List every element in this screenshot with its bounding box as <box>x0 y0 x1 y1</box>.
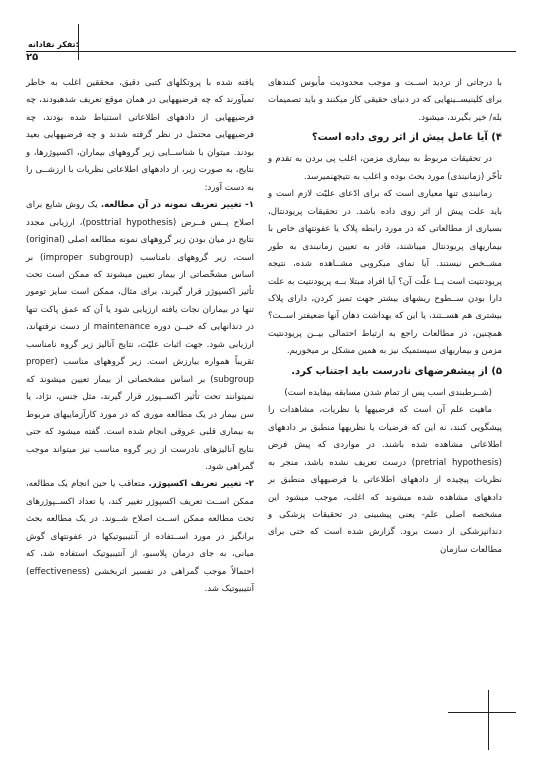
paragraph: در تحقیقات مربوط به بیماری مزمن، اغلب پی بردن به تقدم و تأخّر (زمانبندی) مورد بحث بوده و اغلب به نتیجهنمیرسد. <box>268 154 502 182</box>
left-column <box>26 75 254 599</box>
list-item-text: یک روش شایع برای اصلاح پــس فــرض (posttrial hypothesis)، ارزیابی مجدد نتایج در میان بودن زیر گروههای نمونه مطالعه اصلی (original) است، زیر گروههای نامناسب (improper subgroup) بر اساس مشخّصاتی از بیمار تعیین میشوند که ممکن است تحت تأثیر اکسپوژر قرار گیرند، برای مثال، ممکن است سایز تومور تنها در بیماران نجات یافته ارزیابی شود یا آن که عمق پاکت تنها در دندانهایی که حیــن دوره maintenance از دست نرفتهاند، ارزیابی شود. جهت اثبات علیّت، نتایج آنالیز زیر گروه نامناسب تقریباً همواره بیارزش است. زیر گروههای مناسب (proper subgroup) بر اساس مشخصاتی از بیمار تعیین میشوند که نمیتوانند تحت تأثیر اکســپوژر قرار گیرند، مثل جنس، نژاد، یا سن بیمار در یک مطالعه موری که در مورد کارآزماییهای مربوط به بیماری قلبی عروقی انجام شده است. گفته میشود که حتی نتایج آنالیزهای نادرست از زیر گروه مناسب نیز میتواند موجب گمراهی شود. <box>26 200 255 472</box>
list-item-title: ۱- تغییر تعریف نمونه در آن مطالعه. <box>100 200 254 211</box>
list-item-title: ۲- تغییر تعریف اکسپوژر. <box>148 479 254 490</box>
paragraph-quote: (شــرطبندی اسب پس از تمام شدن مسابقه بیفایده است) <box>284 387 492 398</box>
crop-mark-vertical <box>488 690 489 750</box>
section-heading-5: ۵) از پیشفرضهای نادرست باید اجتناب کرد. <box>291 365 502 377</box>
right-column <box>268 75 502 559</box>
list-item-text: متعاقب یا حین انجام یک مطالعه، ممکن اســت تعریف اکسپوژر تغییر کند، یا تعداد اکســپوژرهای تحت مطالعه ممکن اســت اصلاح شــوند. در یک مطالعه بحث برانگیز در مورد اســتفاده از آنتیبیوتیکها در عفونتهای گوش میانی، به جای درمان پلاسبو، از آنتیبیوتیک استفاده شد، که احتمالاً موجب گمراهی در تفسیر اثربخشی (effectiveness) آنتیبیوتیک شد. <box>26 479 254 595</box>
paragraph-intro: با درجاتی از تردید اســت و موجب محدودیت مأیوس کنندهای برای کلینیســینهایی که در دنیای حقیقی کار میکنند و باید تصمیمات بله/ خیر بگیرند، میشود. <box>268 78 502 123</box>
section-heading-4: ۴) آیا عامل پیش از اثر روی داده است؟ <box>311 132 502 144</box>
crop-mark-horizontal <box>448 712 516 713</box>
paragraph: یافته شده با پروتکلهای کتبی دقیق، محققین اغلب به خاطر تمیآورند که چه فرضیههایی در همان موقع تعریف شدهبودند، چه فرضیههایی از دادههای اطلاعاتی استنباط شده بودند، چه فرضیههایی محتمل در نظر گرفته شدند و چه فرضیههایی بعید بودند. میتوان با شناســایی زیر گروههای بیماران، اکسپوژرها، و نتایج، به صورت زیر، از دادههای اطلاعاتی نظریات با ارزشــی را به دست آورد: <box>26 78 254 193</box>
list-item-2 <box>26 476 254 598</box>
list-item-1 <box>26 197 254 476</box>
paragraph: زمانبندی تنها معیاری است که برای ادّعای علیّت لازم است و باید علت پیش از اثر روی داده باشد. در تحقیقات پریودنتال، بسیاری از مطالعاتی که در مورد رابطه پلاک یا عفونتهای خاص با بیماریهای پریودنتال میباشند، قادر به تعیین زمانبندی به طور مشــخص نیستند. آیا نمای میکروبی مشــاهده شده، نتیجه پریودنتیت است یــا علّت آن؟ آیا افراد مبتلا بــه پریودنتیت به علت دارا بودن ســطوح ریشهای بیشتر جهت تمیز کردن، دارای پلاک بیشتری هم هســتند، یا این که بهداشت دهان آنها ضعیفتر اســت؟ همچنین، در مطالعات راجع به ارتباط احتمالی بیــن پریودنتیت مزمن و بیماریهای سیستمیک نیز به همین مشکل بر میخوریم. <box>268 189 502 357</box>
header-rule <box>26 51 516 52</box>
journal-title: تفکر نقادانه: <box>28 40 79 49</box>
paragraph: ماهیت علم آن است که فرضیهها یا نظریات، مشاهدات را پیشگویی کنند، نه این که فرضیات یا نظریهها منطبق بر دادههای اطلاعاتی مشاهده شده باشند. در مواردی که پیش فرض (pretrial hypothesis) درست تعریف نشده باشد، منجر به نظریات پیچیده از دادههای اطلاعاتی یا فرضیههای منطبق بر دادههای مشاهده شده میشوند که اغلب، موجب میشود این مشخصه اصلی علم- یعنی پیشبینی در تحقیقات پزشکی و دندانپزشکی از دست برود. گزارش شده است که حتی برای مطالعات سازمان <box>268 405 502 555</box>
page-number: ۲۵ <box>26 52 39 63</box>
